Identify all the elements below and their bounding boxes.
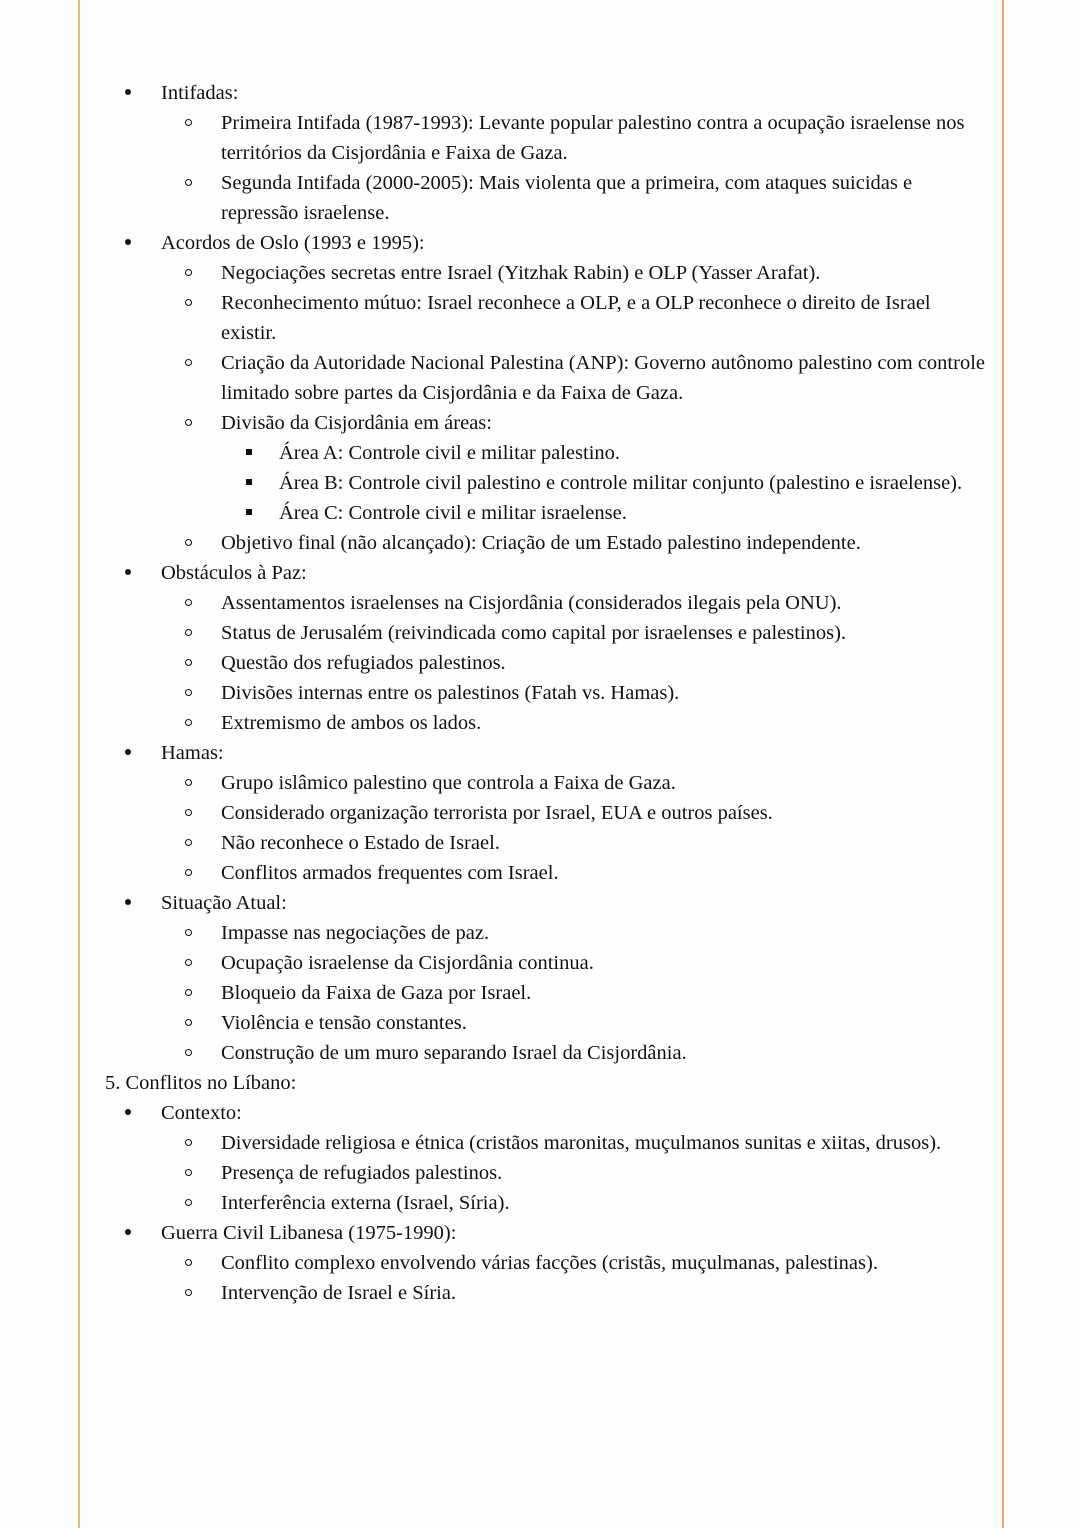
right-margin-rule: [1002, 0, 1004, 1528]
list-item-text: Área C: Controle civil e militar israelense.: [279, 502, 627, 524]
list-item-text: Extremismo de ambos os lados.: [221, 712, 482, 734]
list-item: [183, 1128, 985, 1158]
list-item: [183, 1188, 985, 1218]
list-item: [183, 798, 985, 828]
sublist-intifadas: [161, 108, 985, 228]
list-item-text: Bloqueio da Faixa de Gaza por Israel.: [221, 982, 532, 1004]
circle-bullet-icon: [183, 1278, 213, 1308]
circle-bullet-icon: [183, 1248, 213, 1278]
list-item: [183, 1248, 985, 1278]
list-item-text: Presença de refugiados palestinos.: [221, 1162, 503, 1184]
list-item: [183, 948, 985, 978]
disc-bullet-icon: [123, 1098, 153, 1128]
circle-bullet-icon: [183, 978, 213, 1008]
list-item-situacao-atual: [123, 888, 985, 1068]
list-item-acordos-de-oslo: [123, 228, 985, 558]
sublist-hamas: [161, 768, 985, 888]
document-content: [105, 78, 985, 1308]
list-item: [183, 918, 985, 948]
disc-bullet-icon: [123, 738, 153, 768]
list-item-text: Criação da Autoridade Nacional Palestina (ANP): Governo autônomo palestino com controle limitado sobre partes da Cisjordânia e da Faixa de Gaza.: [221, 352, 985, 404]
heading-acordos-de-oslo: Acordos de Oslo (1993 e 1995):: [161, 232, 425, 254]
list-item-text: Reconhecimento mútuo: Israel reconhece a OLP, e a OLP reconhece o direito de Israel existir.: [221, 292, 931, 344]
outline-libano: [105, 1098, 985, 1308]
list-item-text: Negociações secretas entre Israel (Yitzhak Rabin) e OLP (Yasser Arafat).: [221, 262, 821, 284]
list-item: [183, 978, 985, 1008]
list-item-text: Não reconhece o Estado de Israel.: [221, 832, 500, 854]
circle-bullet-icon: [183, 858, 213, 888]
list-item-obstaculos-a-paz: [123, 558, 985, 738]
circle-bullet-icon: [183, 1128, 213, 1158]
list-item-text: Objetivo final (não alcançado): Criação de um Estado palestino independente.: [221, 532, 861, 554]
list-item: [183, 1038, 985, 1068]
disc-bullet-icon: [123, 78, 153, 108]
heading-contexto: Contexto:: [161, 1102, 242, 1124]
circle-bullet-icon: [183, 1188, 213, 1218]
sublist-obstaculos: [161, 588, 985, 738]
list-item: [183, 768, 985, 798]
heading-hamas: Hamas:: [161, 742, 224, 764]
circle-bullet-icon: [183, 768, 213, 798]
list-item: [183, 708, 985, 738]
heading-divisao-cisjordania: Divisão da Cisjordânia em áreas:: [221, 412, 492, 434]
section-heading-conflitos-no-libano: 5. Conflitos no Líbano:: [105, 1072, 297, 1094]
list-item: [183, 348, 985, 408]
list-item: [243, 468, 985, 498]
list-item-divisao-cisjordania: [183, 408, 985, 528]
list-item: [183, 858, 985, 888]
list-item-intifadas: [123, 78, 985, 228]
list-item-text: Conflitos armados frequentes com Israel.: [221, 862, 559, 884]
list-item-hamas: [123, 738, 985, 888]
list-item: [183, 1158, 985, 1188]
list-item-text: Intervenção de Israel e Síria.: [221, 1282, 457, 1304]
disc-bullet-icon: [123, 1218, 153, 1248]
circle-bullet-icon: [183, 108, 213, 138]
circle-bullet-icon: [183, 288, 213, 318]
list-item-text: Diversidade religiosa e étnica (cristãos maronitas, muçulmanos sunitas e xiitas, drusos).: [221, 1132, 942, 1154]
outline-root: [105, 78, 985, 1068]
list-item: [183, 108, 985, 168]
circle-bullet-icon: [183, 798, 213, 828]
circle-bullet-icon: [183, 258, 213, 288]
disc-bullet-icon: [123, 228, 153, 258]
heading-guerra-civil-libanesa: Guerra Civil Libanesa (1975-1990):: [161, 1222, 457, 1244]
circle-bullet-icon: [183, 918, 213, 948]
list-item-text: Interferência externa (Israel, Síria).: [221, 1192, 510, 1214]
list-item-contexto: [123, 1098, 985, 1218]
circle-bullet-icon: [183, 648, 213, 678]
circle-bullet-icon: [183, 408, 213, 438]
list-item-text: Ocupação israelense da Cisjordânia continua.: [221, 952, 594, 974]
circle-bullet-icon: [183, 588, 213, 618]
list-item-text: Área A: Controle civil e militar palestino.: [279, 442, 621, 464]
left-margin-rule: [78, 0, 80, 1528]
sublist-contexto: [161, 1128, 985, 1218]
circle-bullet-icon: [183, 948, 213, 978]
square-bullet-icon: [243, 498, 273, 528]
list-item-text: Segunda Intifada (2000-2005): Mais violenta que a primeira, com ataques suicidas e repressão israelense.: [221, 172, 913, 224]
list-item-text: Violência e tensão constantes.: [221, 1012, 467, 1034]
list-item-text: Construção de um muro separando Israel da Cisjordânia.: [221, 1042, 687, 1064]
list-item-text: Questão dos refugiados palestinos.: [221, 652, 506, 674]
list-item: [243, 438, 985, 468]
circle-bullet-icon: [183, 528, 213, 558]
list-item-text: Considerado organização terrorista por Israel, EUA e outros países.: [221, 802, 773, 824]
circle-bullet-icon: [183, 618, 213, 648]
list-item: [183, 828, 985, 858]
list-item-text: Grupo islâmico palestino que controla a Faixa de Gaza.: [221, 772, 676, 794]
list-item: [183, 288, 985, 348]
list-item-text: Assentamentos israelenses na Cisjordânia (considerados ilegais pela ONU).: [221, 592, 842, 614]
list-item-text: Impasse nas negociações de paz.: [221, 922, 490, 944]
sublist-acordos-de-oslo: [161, 258, 985, 558]
list-item-guerra-civil-libanesa: [123, 1218, 985, 1308]
circle-bullet-icon: [183, 828, 213, 858]
list-item-text: Primeira Intifada (1987-1993): Levante popular palestino contra a ocupação israelense nos territórios da Cisjordânia e Faixa de Gaza.: [221, 112, 965, 164]
list-item: [183, 588, 985, 618]
list-item: [183, 168, 985, 228]
heading-intifadas: Intifadas:: [161, 82, 239, 104]
sublist-situacao-atual: [161, 918, 985, 1068]
list-item: [183, 678, 985, 708]
sublist-areas: [221, 438, 985, 528]
list-item: [243, 498, 985, 528]
circle-bullet-icon: [183, 708, 213, 738]
circle-bullet-icon: [183, 168, 213, 198]
disc-bullet-icon: [123, 888, 153, 918]
circle-bullet-icon: [183, 1038, 213, 1068]
square-bullet-icon: [243, 468, 273, 498]
list-item-text: Conflito complexo envolvendo várias facções (cristãs, muçulmanas, palestinas).: [221, 1252, 878, 1274]
circle-bullet-icon: [183, 1158, 213, 1188]
square-bullet-icon: [243, 438, 273, 468]
list-item: [183, 648, 985, 678]
list-item-text: Área B: Controle civil palestino e controle militar conjunto (palestino e israelense).: [279, 472, 963, 494]
list-item: [183, 618, 985, 648]
list-item: [183, 528, 985, 558]
list-item: [183, 258, 985, 288]
list-item: [183, 1008, 985, 1038]
circle-bullet-icon: [183, 1008, 213, 1038]
sublist-guerra-civil: [161, 1248, 985, 1308]
circle-bullet-icon: [183, 678, 213, 708]
heading-situacao-atual: Situação Atual:: [161, 892, 287, 914]
list-item: [183, 1278, 985, 1308]
disc-bullet-icon: [123, 558, 153, 588]
list-item-text: Status de Jerusalém (reivindicada como capital por israelenses e palestinos).: [221, 622, 847, 644]
heading-obstaculos-a-paz: Obstáculos à Paz:: [161, 562, 307, 584]
circle-bullet-icon: [183, 348, 213, 378]
list-item-text: Divisões internas entre os palestinos (Fatah vs. Hamas).: [221, 682, 680, 704]
